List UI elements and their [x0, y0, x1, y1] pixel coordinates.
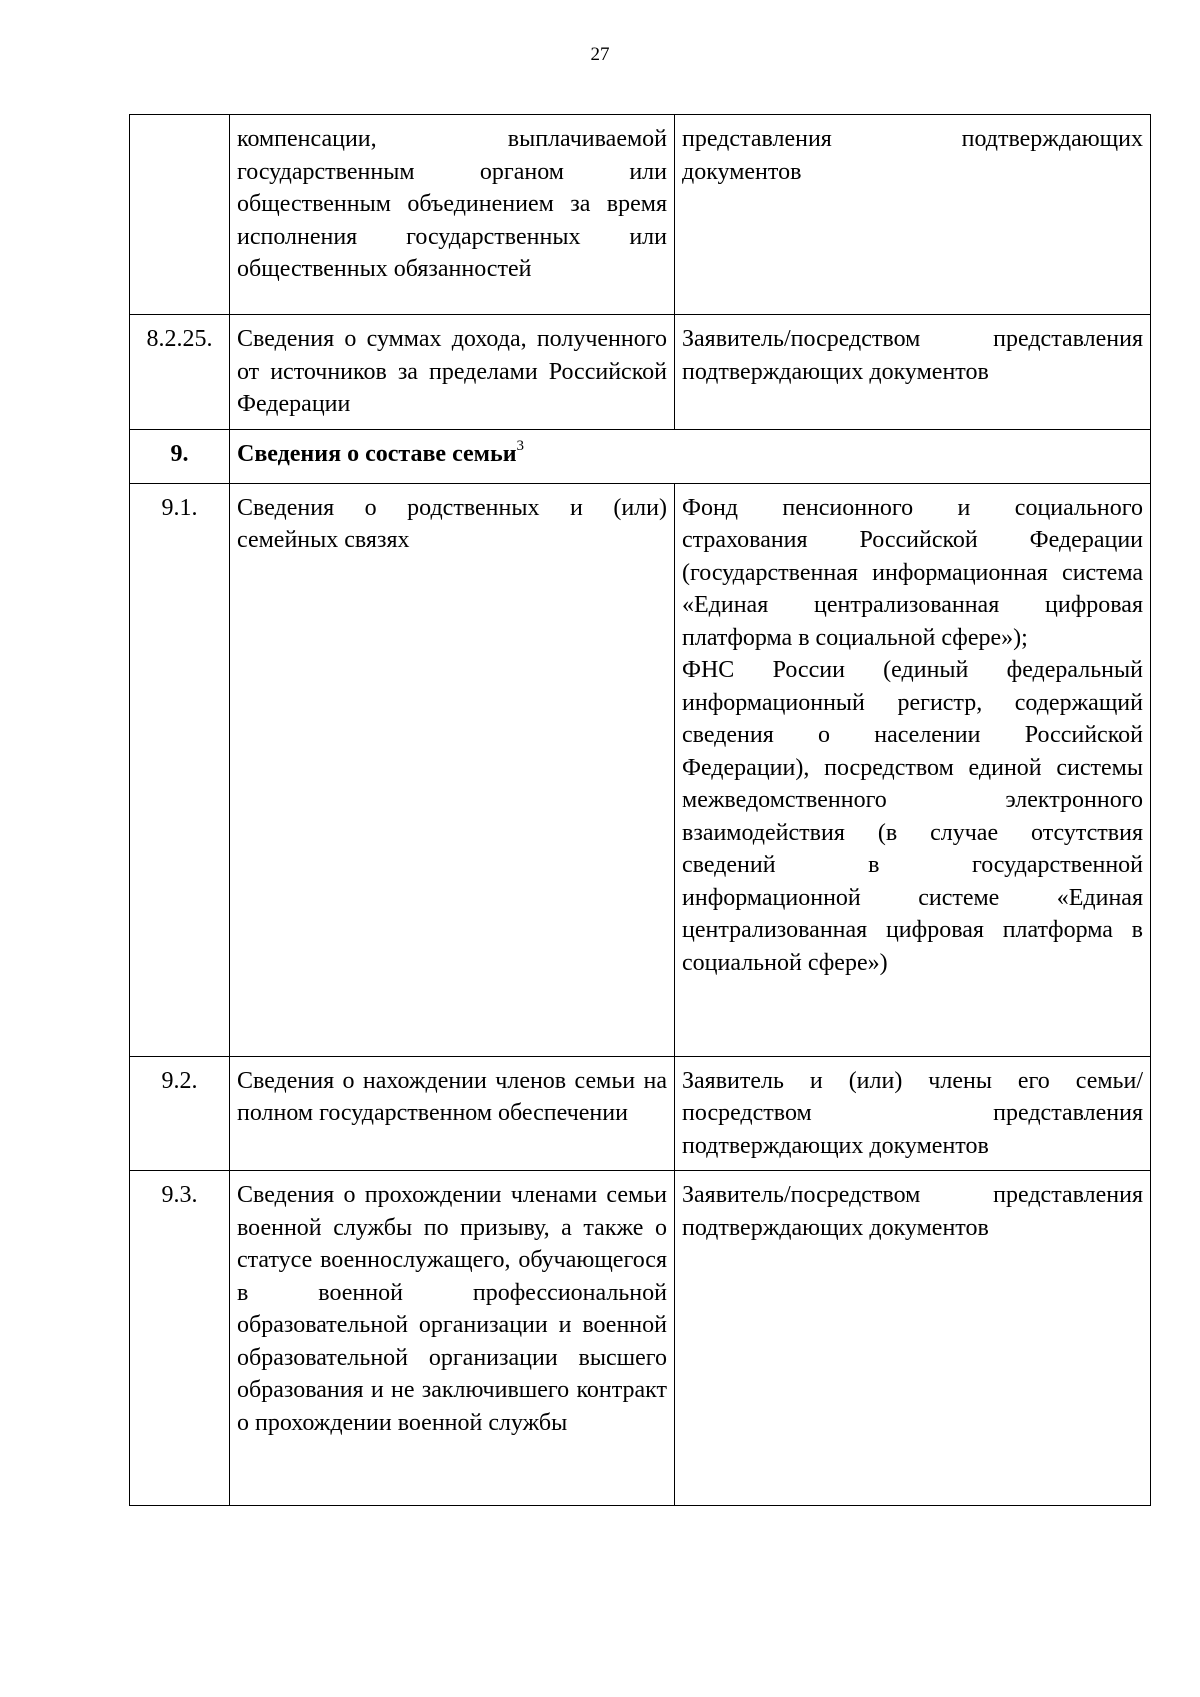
section-title: Сведения о составе семьи	[237, 440, 517, 467]
source-cell	[675, 483, 1151, 1056]
table-row-9-1	[130, 483, 1151, 1056]
section-number: 9.	[130, 429, 230, 483]
page-number: 27	[590, 44, 610, 65]
table-row-9-3	[130, 1171, 1151, 1506]
source-cell: Заявитель/посредством представления подтверждающих документов	[675, 315, 1151, 430]
row-number-cell: 9.1.	[130, 483, 230, 1056]
source-paragraph: ФНС России (единый федеральный информационный регистр, содержащий сведения о населении Российской Федерации), посредством единой системы межведомственного электронного взаимодействия (в случае отсутствия сведений в государственной информационной системе «Единая централизованная цифровая платформа в социальной сфере»)	[682, 657, 1143, 976]
source-paragraph: Заявитель/посредством представления подтверждающих документов	[682, 1182, 1143, 1241]
source-cell: представления подтверждающих документов	[675, 115, 1151, 315]
table-row-8-2-25	[130, 315, 1151, 430]
row-number-cell: 8.2.25.	[130, 315, 230, 430]
table-row-continuation	[130, 115, 1151, 315]
section-title-cell	[230, 429, 1151, 483]
info-cell: компенсации, выплачиваемой государственным органом или общественным объединением за время исполнения государственных или общественных обязанностей	[230, 115, 675, 315]
section-header-row	[130, 429, 1151, 483]
table-row-9-2	[130, 1056, 1151, 1171]
source-cell	[675, 1171, 1151, 1506]
source-cell	[675, 1056, 1151, 1171]
info-cell: Сведения о родственных и (или) семейных связях	[230, 483, 675, 1056]
row-number-cell: 9.3.	[130, 1171, 230, 1506]
row-number-cell	[130, 115, 230, 315]
info-cell: Сведения о нахождении членов семьи на полном государственном обеспечении	[230, 1056, 675, 1171]
document-table	[129, 114, 1151, 1506]
footnote-marker: 3	[516, 437, 525, 454]
info-cell: Сведения о суммах дохода, полученного от источников за пределами Российской Федерации	[230, 315, 675, 430]
row-number-cell: 9.2.	[130, 1056, 230, 1171]
info-cell: Сведения о прохождении членами семьи военной службы по призыву, а также о статусе военнослужащего, обучающегося в военной профессиональной образовательной организации и военной образовательной организации высшего образования и не заключившего контракт о прохождении военной службы	[230, 1171, 675, 1506]
source-paragraph: Фонд пенсионного и социального страхования Российской Федерации (государственная информационная система «Единая централизованная цифровая платформа в социальной сфере»);	[682, 494, 1143, 651]
source-paragraph: Заявитель и (или) члены его семьи/посредством представления подтверждающих документов	[682, 1067, 1143, 1159]
